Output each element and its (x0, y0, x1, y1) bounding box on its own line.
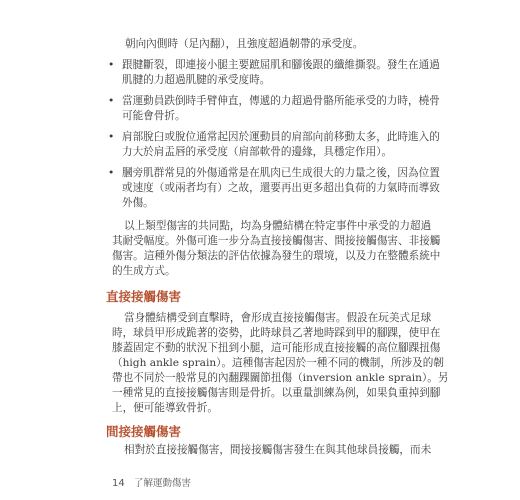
bullet-1-line-1: 跟腱斷裂，即連接小腿主要蹠屈肌和腳後跟的纖維撕裂。發生在通過 (122, 59, 440, 71)
paragraph-2-line-7: 上，便可能導致骨折。 (112, 402, 218, 414)
section-heading-indirect-contact: 間接接觸傷害 (106, 424, 182, 439)
bullet-3-line-1: 肩部脫臼或脫位通常起因於運動員的肩部向前移動太多，此時進入的 (122, 131, 440, 143)
bullet-4-line-1: 膕旁肌群常見的外傷通常是在肌肉已生成很大的力量之後，因為位置 (122, 167, 440, 179)
bullet-icon: • (108, 167, 115, 179)
section-heading-direct-contact: 直接接觸傷害 (106, 289, 182, 304)
bullet-2-line-2: 可能會骨折。 (122, 110, 186, 122)
bullet-icon: • (108, 59, 115, 71)
paragraph-2-line-3: 膝蓋固定不動的狀況下扭到小腿，這可能形成直接接觸的高位腳踝扭傷 (112, 342, 441, 354)
paragraph-3-line-1: 相對於直接接觸傷害，間接接觸傷害發生在與其他球員接觸，而未 (124, 444, 432, 456)
page-number: 14 (112, 478, 125, 489)
bullet-1-line-2: 肌腱的力超過肌腱的承受度時。 (122, 74, 271, 86)
bullet-icon: • (108, 95, 115, 107)
intro-line: 朝向內側時（足內翻），且強度超過韌帶的承受度。 (125, 38, 364, 50)
bullet-icon: • (108, 131, 115, 143)
paragraph-2-line-2: 時，球員甲形成跪著的姿勢，此時球員乙著地時踩到甲的腳踝，使甲在 (112, 327, 441, 339)
paragraph-1-line-3: 傷害。這種外傷分類法的評估依據為發生的環境，以及力在整體系統中 (112, 250, 441, 262)
paragraph-2-line-5: 帶也不同於一般常見的內翻踝關節扭傷（inversion ankle sprain）。另 (112, 372, 449, 384)
bullet-4-line-3: 外傷。 (122, 197, 154, 209)
paragraph-2-line-6: 一種常見的直接接觸傷害則是骨折。以重量訓練為例，如果負重掉到腳 (112, 387, 441, 399)
bullet-4-line-2: 或速度（或兩者均有）之故，還要再出更多超出負荷的力氣時而導致 (122, 182, 440, 194)
paragraph-1-line-4: 的生成方式。 (112, 265, 176, 277)
bullet-2-line-1: 當運動員跌倒時手臂伸直，傳遞的力超過骨骼所能承受的力時，橈骨 (122, 95, 440, 107)
paragraph-1-line-1: 以上類型傷害的共同點，均為身體結構在特定事件中承受的力超過 (124, 220, 432, 232)
running-footer-title: 了解運動傷害 (134, 478, 192, 489)
paragraph-2-line-1: 當身體結構受到直擊時，會形成直接接觸傷害。假設在玩美式足球 (124, 312, 432, 324)
paragraph-1-line-2: 其耐受幅度。外傷可進一步分為直接接觸傷害、間接接觸傷害、非接觸 (112, 235, 441, 247)
paragraph-2-line-4: （high ankle sprain）。這種傷害起因於一種不同的機制，所涉及的韌 (112, 357, 444, 369)
bullet-3-line-2: 力大於肩盂唇的承受度（肩部軟骨的邊緣，具穩定作用）。 (122, 146, 393, 158)
